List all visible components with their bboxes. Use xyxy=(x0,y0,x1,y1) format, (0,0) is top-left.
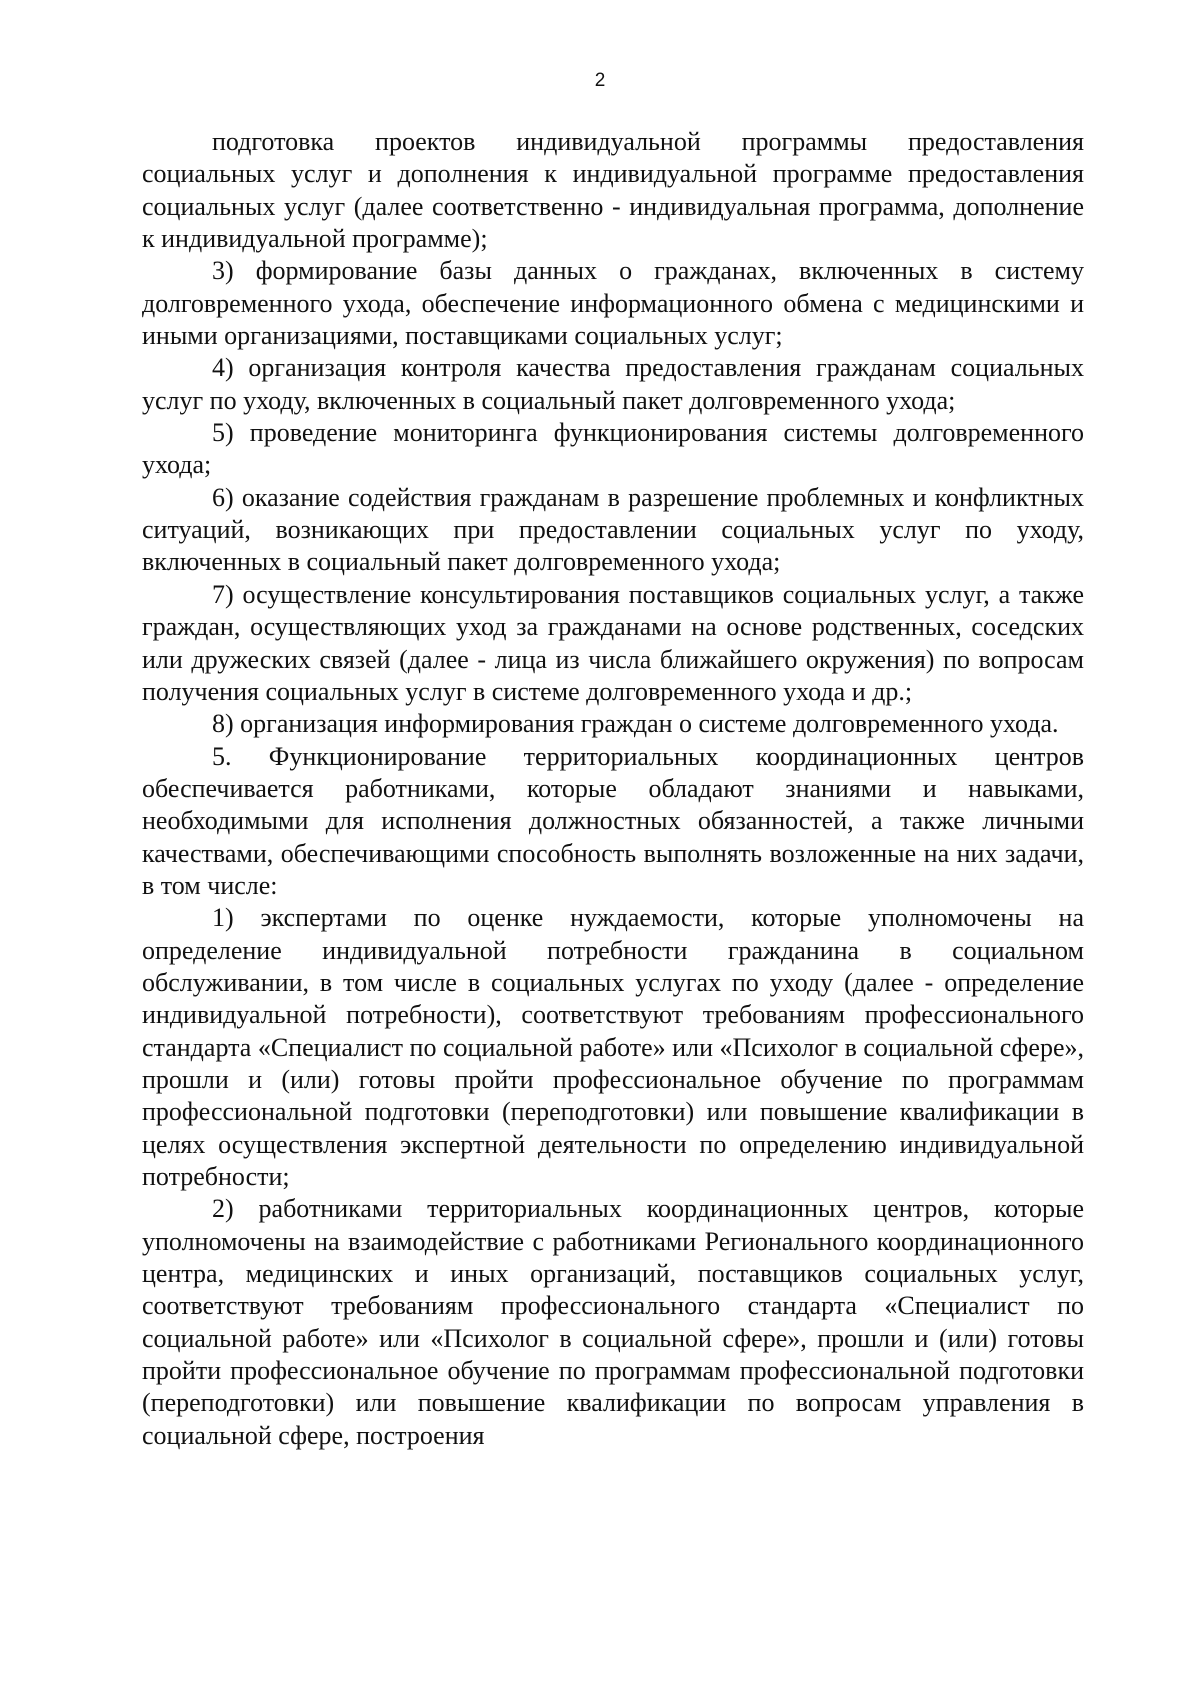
paragraph-item-6-conflict-assistance: 6) оказание содействия гражданам в разрешение проблемных и конфликтных ситуаций, возникающих при предоставлении социальных услуг по уходу, включенных в социальный пакет долговременного ухода; xyxy=(142,482,1084,577)
paragraph-item-5-monitoring: 5) проведение мониторинга функционирования системы долговременного ухода; xyxy=(142,418,1084,480)
page-number: 2 xyxy=(594,70,606,91)
paragraph-item-2-workers: 2) работниками территориальных координационных центров, которые уполномочены на взаимодействие с работниками Регионального координационного центра, медицинских и иных организаций, поставщиков социальных услуг, соответствуют требованиям профессионального стандарта «Специалист по социальной работе» или «Психолог в социальной сфере», прошли и (или) готовы пройти профессиональное обучение по программам профессиональной подготовки (переподготовки) или повышение квалификации по вопросам управления в социальной сфере, построения xyxy=(142,1194,1084,1450)
paragraph-program-preparation: подготовка проектов индивидуальной программы предоставления социальных услуг и дополнения к индивидуальной программе предоставления социальных услуг (далее соответственно - индивидуальная программа, дополнение к индивидуальной программе); xyxy=(142,127,1084,254)
document-body xyxy=(142,126,1084,1452)
paragraph-section-5-staffing: 5. Функционирование территориальных координационных центров обеспечивается работниками, которые обладают знаниями и навыками, необходимыми для исполнения должностных обязанностей, а также личными качествами, обеспечивающими способность выполнять возложенные на них задачи, в том числе: xyxy=(142,741,1084,900)
paragraph-item-8-informing: 8) организация информирования граждан о системе долговременного ухода. xyxy=(212,709,1059,739)
paragraph-item-7-consulting: 7) осуществление консультирования поставщиков социальных услуг, а также граждан, осуществляющих уход за гражданами на основе родственных, соседских или дружеских связей (далее - лица из числа ближайшего окружения) по вопросам получения социальных услуг в системе долговременного ухода и др.; xyxy=(142,579,1084,706)
paragraph-item-1-experts: 1) экспертами по оценке нуждаемости, которые уполномочены на определение индивидуальной потребности гражданина в социальном обслуживании, в том числе в социальных услугах по уходу (далее - определение индивидуальной потребности), соответствуют требованиям профессионального стандарта «Специалист по социальной работе» или «Психолог в социальной сфере», прошли и (или) готовы пройти профессиональное обучение по программам профессиональной подготовки (переподготовки) или повышение квалификации в целях осуществления экспертной деятельности по определению индивидуальной потребности; xyxy=(142,903,1084,1191)
paragraph-item-4-quality-control: 4) организация контроля качества предоставления гражданам социальных услуг по уходу, включенных в социальный пакет долговременного ухода; xyxy=(142,353,1084,415)
paragraph-item-3-database: 3) формирование базы данных о гражданах, включенных в систему долговременного ухода, обеспечение информационного обмена с медицинскими и иными организациями, поставщиками социальных услуг; xyxy=(142,256,1084,351)
